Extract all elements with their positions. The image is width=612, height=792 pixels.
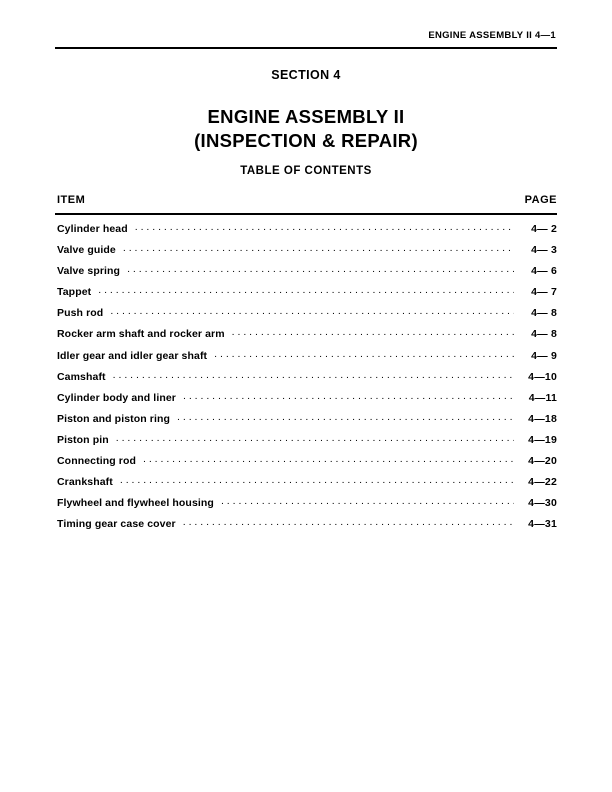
header-divider bbox=[55, 47, 557, 49]
running-header: ENGINE ASSEMBLY II 4—1 bbox=[428, 30, 556, 41]
toc-entry-title: Camshaft bbox=[57, 370, 106, 383]
toc-entry-page: 4—19 bbox=[528, 433, 557, 446]
toc-entry-title: Cylinder head bbox=[57, 223, 128, 235]
toc-leader-dots bbox=[183, 390, 514, 401]
list-item[interactable] bbox=[57, 242, 557, 263]
toc-entry-title: Timing gear case cover bbox=[57, 518, 176, 531]
toc-entry-page: 4—10 bbox=[528, 370, 557, 383]
toc-column-page-label: PAGE bbox=[524, 194, 557, 206]
list-item[interactable] bbox=[57, 305, 557, 326]
toc-entry-title: Flywheel and flywheel housing bbox=[57, 497, 214, 510]
toc-entry-page: 4—31 bbox=[528, 518, 557, 531]
list-item[interactable] bbox=[57, 432, 557, 453]
toc-entry-title: Connecting rod bbox=[57, 455, 136, 468]
toc-entry-title: Tappet bbox=[57, 286, 92, 299]
toc-entry-title: Crankshaft bbox=[57, 476, 113, 489]
toc-entry-title: Valve guide bbox=[57, 244, 116, 257]
toc-leader-dots bbox=[143, 453, 514, 464]
toc-entry-page: 4— 8 bbox=[531, 328, 557, 341]
toc-entry-page: 4—11 bbox=[528, 391, 557, 404]
toc-leader-dots bbox=[120, 474, 514, 485]
toc-entry-page: 4—20 bbox=[528, 455, 557, 468]
toc-list bbox=[57, 221, 557, 537]
toc-entry-title: Idler gear and idler gear shaft bbox=[57, 349, 208, 362]
toc-entry-page: 4—18 bbox=[528, 412, 557, 425]
list-item[interactable] bbox=[57, 453, 557, 474]
toc-leader-dots bbox=[214, 348, 514, 359]
toc-entry-title: Cylinder body and liner bbox=[57, 391, 176, 404]
toc-entry-page: 4—22 bbox=[528, 476, 557, 489]
toc-entry-page: 4— 7 bbox=[531, 286, 557, 299]
toc-leader-dots bbox=[135, 221, 514, 232]
toc-entry-title: Rocker arm shaft and rocker arm bbox=[57, 328, 225, 341]
toc-entry-title: Valve spring bbox=[57, 265, 121, 278]
list-item[interactable] bbox=[57, 495, 557, 516]
toc-leader-dots bbox=[110, 305, 514, 316]
toc-entry-page: 4—30 bbox=[528, 497, 557, 510]
toc-entry-title: Piston pin bbox=[57, 433, 109, 446]
toc-entry-title: Piston and piston ring bbox=[57, 412, 171, 425]
list-item[interactable] bbox=[57, 516, 557, 537]
list-item[interactable] bbox=[57, 369, 557, 390]
page-subtitle: (INSPECTION & REPAIR) bbox=[194, 130, 418, 151]
toc-entry-page: 4— 9 bbox=[531, 349, 557, 362]
page-title: ENGINE ASSEMBLY II bbox=[207, 106, 405, 127]
list-item[interactable] bbox=[57, 474, 557, 495]
list-item[interactable] bbox=[57, 390, 557, 411]
list-item[interactable] bbox=[57, 348, 557, 369]
list-item[interactable] bbox=[57, 263, 557, 284]
toc-entry-page: 4— 2 bbox=[531, 223, 557, 235]
list-item[interactable] bbox=[57, 411, 557, 432]
toc-entry-title: Push rod bbox=[57, 307, 104, 320]
toc-entry-page: 4— 6 bbox=[531, 265, 557, 278]
list-item[interactable] bbox=[57, 326, 557, 347]
toc-leader-dots bbox=[98, 284, 514, 295]
toc-header-divider bbox=[55, 213, 557, 215]
toc-column-item-label: ITEM bbox=[57, 194, 86, 206]
toc-entry-page: 4— 3 bbox=[531, 244, 557, 257]
toc-leader-dots bbox=[127, 263, 514, 274]
toc-heading: TABLE OF CONTENTS bbox=[240, 165, 372, 177]
toc-leader-dots bbox=[183, 516, 514, 527]
section-label: SECTION 4 bbox=[271, 68, 341, 82]
toc-leader-dots bbox=[177, 411, 514, 422]
toc-leader-dots bbox=[123, 242, 514, 253]
toc-column-headers bbox=[57, 194, 557, 206]
toc-leader-dots bbox=[232, 326, 514, 337]
list-item[interactable] bbox=[57, 284, 557, 305]
toc-leader-dots bbox=[113, 369, 514, 380]
toc-leader-dots bbox=[221, 495, 514, 506]
toc-leader-dots bbox=[116, 432, 514, 443]
toc-entry-page: 4— 8 bbox=[531, 307, 557, 320]
list-item[interactable] bbox=[57, 221, 557, 242]
